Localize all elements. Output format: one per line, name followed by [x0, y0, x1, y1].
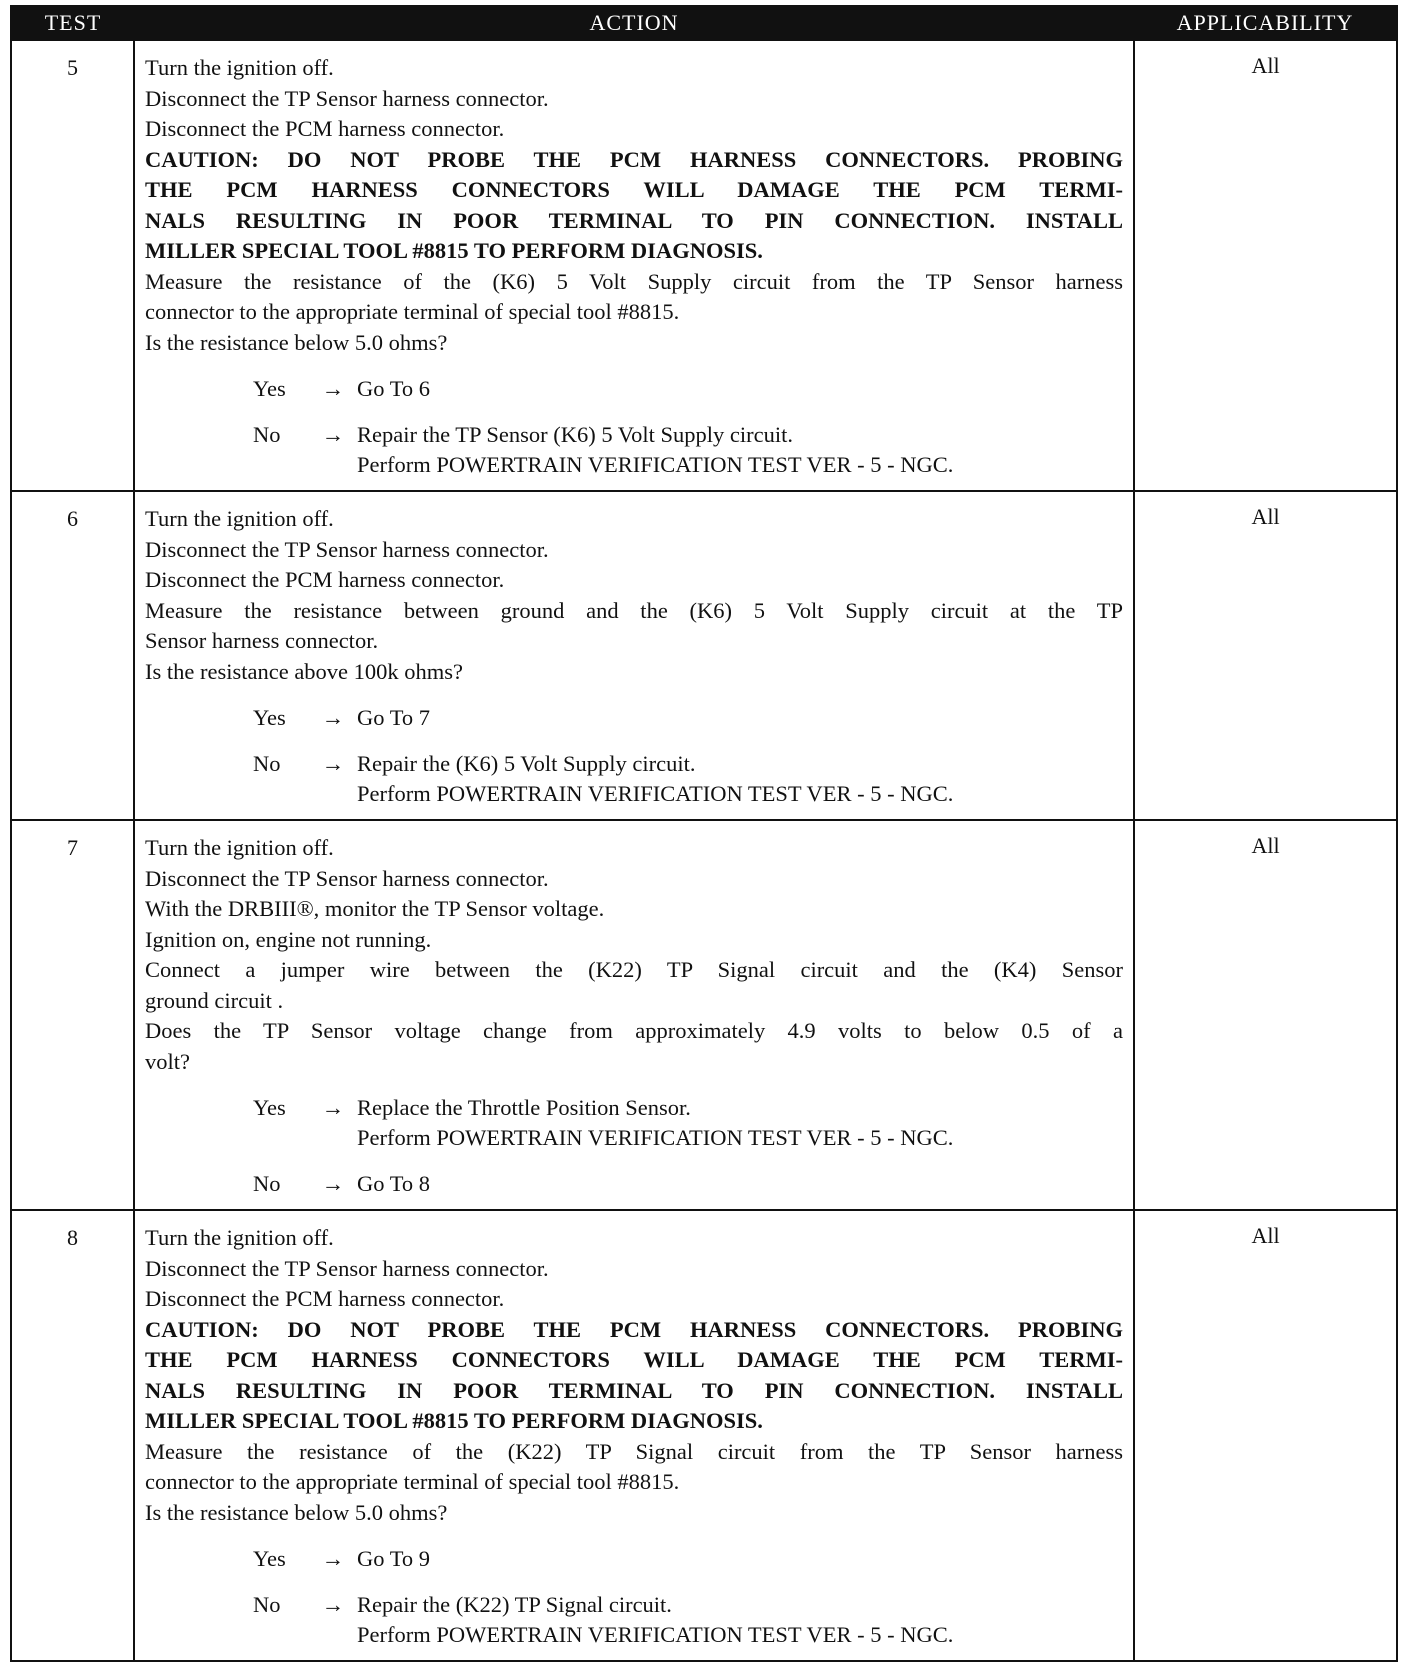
no-outcome [355, 749, 1123, 809]
action-cell [134, 40, 1134, 491]
instruction-line: Turn the ignition off. [145, 835, 334, 860]
diagnostic-test-table [10, 5, 1398, 1662]
test-number: 6 [11, 491, 134, 820]
outcome-line: Repair the TP Sensor (K6) 5 Volt Supply circuit. [357, 422, 794, 447]
action-cell [134, 1210, 1134, 1661]
header-action: ACTION [134, 6, 1134, 40]
yes-result [145, 1093, 1123, 1153]
caution-line: MILLER SPECIAL TOOL #8815 TO PERFORM DIAGNOSIS. [145, 1408, 763, 1433]
applicability-value: All [1134, 491, 1397, 820]
yes-label: Yes [253, 705, 286, 730]
yes-label: Yes [253, 376, 286, 401]
test-row-7 [11, 820, 1397, 1210]
caution-notice [145, 145, 1123, 267]
outcome-line: Go To 7 [357, 705, 431, 730]
caution-line: CAUTION: DO NOT PROBE THE PCM HARNESS CONNECTORS. PROBING [145, 1316, 1123, 1342]
outcome-line: Replace the Throttle Position Sensor. [357, 1095, 691, 1120]
applicability-value: All [1134, 1210, 1397, 1661]
arrow-right-icon: → [321, 422, 345, 447]
instruction-line: Is the resistance below 5.0 ohms? [145, 1499, 448, 1525]
caution-line: THE PCM HARNESS CONNECTORS WILL DAMAGE THE PCM TERMI- [145, 177, 1123, 202]
caution-line: NALS RESULTING IN POOR TERMINAL TO PIN CONNECTION. INSTALL [145, 1377, 1123, 1403]
yes-result [145, 374, 1123, 404]
instruction-line: Measure the resistance of the (K6) 5 Volt Supply circuit from the TP Sensor harness [145, 268, 1123, 294]
instruction-line: With the DRBIII®, monitor the TP Sensor voltage. [145, 896, 605, 921]
instruction-line: Measure the resistance between ground and the (K6) 5 Volt Supply circuit at the TP [145, 597, 1123, 623]
instruction-line: Disconnect the TP Sensor harness connector. [145, 536, 549, 562]
no-label: No [253, 1592, 281, 1617]
action-cell [134, 820, 1134, 1210]
yes-result [145, 703, 1123, 733]
applicability-value: All [1134, 820, 1397, 1210]
instruction-line: Disconnect the PCM harness connector. [145, 567, 505, 592]
outcome-line: Go To 8 [357, 1171, 431, 1196]
instruction-line: Measure the resistance of the (K22) TP Signal circuit from the TP Sensor harness [145, 1438, 1123, 1464]
instruction-line: Disconnect the TP Sensor harness connector. [145, 865, 549, 891]
yes-outcome [355, 703, 1123, 733]
instruction-line: Does the TP Sensor voltage change from approximately 4.9 volts to below 0.5 of a [145, 1018, 1123, 1043]
arrow-right-icon: → [321, 1171, 345, 1196]
test-row-6 [11, 491, 1397, 820]
no-label: No [253, 751, 281, 776]
arrow-right-icon: → [321, 1095, 345, 1120]
no-outcome [355, 1590, 1123, 1650]
applicability-value: All [1134, 40, 1397, 491]
outcome-line: Go To 6 [357, 376, 431, 401]
outcome-line: Perform POWERTRAIN VERIFICATION TEST VER - 5 - NGC. [357, 1125, 954, 1150]
caution-notice [145, 1315, 1123, 1437]
test-row-5 [11, 40, 1397, 491]
caution-line: MILLER SPECIAL TOOL #8815 TO PERFORM DIAGNOSIS. [145, 238, 763, 263]
header-row [11, 6, 1397, 40]
instruction-line: connector to the appropriate terminal of special tool #8815. [145, 299, 680, 324]
instruction-line: Disconnect the PCM harness connector. [145, 116, 505, 141]
action-cell [134, 491, 1134, 820]
header-applicability: APPLICABILITY [1134, 6, 1397, 40]
instruction-line: Turn the ignition off. [145, 506, 334, 531]
instruction-line: Turn the ignition off. [145, 1225, 334, 1250]
outcome-line: Repair the (K22) TP Signal circuit. [357, 1592, 672, 1617]
instruction-line: ground circuit . [145, 987, 284, 1013]
instruction-line: Disconnect the PCM harness connector. [145, 1286, 505, 1311]
results-block [145, 1544, 1123, 1650]
instruction-line: Sensor harness connector. [145, 628, 379, 653]
arrow-right-icon: → [321, 705, 345, 730]
instruction-line: Ignition on, engine not running. [145, 926, 432, 952]
outcome-line: Perform POWERTRAIN VERIFICATION TEST VER - 5 - NGC. [357, 1622, 954, 1647]
no-result [145, 749, 1123, 809]
no-outcome [355, 420, 1123, 480]
yes-result [145, 1544, 1123, 1574]
outcome-line: Perform POWERTRAIN VERIFICATION TEST VER - 5 - NGC. [357, 452, 954, 477]
table-header [11, 6, 1397, 40]
no-label: No [253, 1171, 281, 1196]
instruction-line: volt? [145, 1048, 190, 1074]
yes-outcome [355, 1544, 1123, 1574]
no-result [145, 420, 1123, 480]
table-body [11, 40, 1397, 1661]
instruction-line: Turn the ignition off. [145, 55, 334, 80]
test-row-8 [11, 1210, 1397, 1661]
no-label: No [253, 422, 281, 447]
results-block [145, 703, 1123, 809]
caution-line: NALS RESULTING IN POOR TERMINAL TO PIN CONNECTION. INSTALL [145, 207, 1123, 233]
test-number: 5 [11, 40, 134, 491]
instruction-line: Connect a jumper wire between the (K22) TP Signal circuit and the (K4) Sensor [145, 957, 1123, 982]
results-block [145, 1093, 1123, 1199]
header-test: TEST [11, 6, 134, 40]
test-number: 7 [11, 820, 134, 1210]
yes-outcome [355, 374, 1123, 404]
no-result [145, 1169, 1123, 1199]
outcome-line: Go To 9 [357, 1546, 431, 1571]
results-block [145, 374, 1123, 480]
caution-line: THE PCM HARNESS CONNECTORS WILL DAMAGE THE PCM TERMI- [145, 1347, 1123, 1372]
no-result [145, 1590, 1123, 1650]
outcome-line: Repair the (K6) 5 Volt Supply circuit. [357, 751, 696, 776]
no-outcome [355, 1169, 1123, 1199]
yes-label: Yes [253, 1095, 286, 1120]
yes-label: Yes [253, 1546, 286, 1571]
test-number: 8 [11, 1210, 134, 1661]
instruction-line: Is the resistance below 5.0 ohms? [145, 329, 448, 355]
caution-line: CAUTION: DO NOT PROBE THE PCM HARNESS CONNECTORS. PROBING [145, 146, 1123, 172]
instruction-line: Disconnect the TP Sensor harness connector. [145, 85, 549, 111]
arrow-right-icon: → [321, 376, 345, 401]
instruction-line: Is the resistance above 100k ohms? [145, 658, 464, 684]
arrow-right-icon: → [321, 751, 345, 776]
arrow-right-icon: → [321, 1592, 345, 1617]
arrow-right-icon: → [321, 1546, 345, 1571]
outcome-line: Perform POWERTRAIN VERIFICATION TEST VER - 5 - NGC. [357, 781, 954, 806]
instruction-line: Disconnect the TP Sensor harness connector. [145, 1255, 549, 1281]
instruction-line: connector to the appropriate terminal of special tool #8815. [145, 1469, 680, 1494]
yes-outcome [355, 1093, 1123, 1153]
